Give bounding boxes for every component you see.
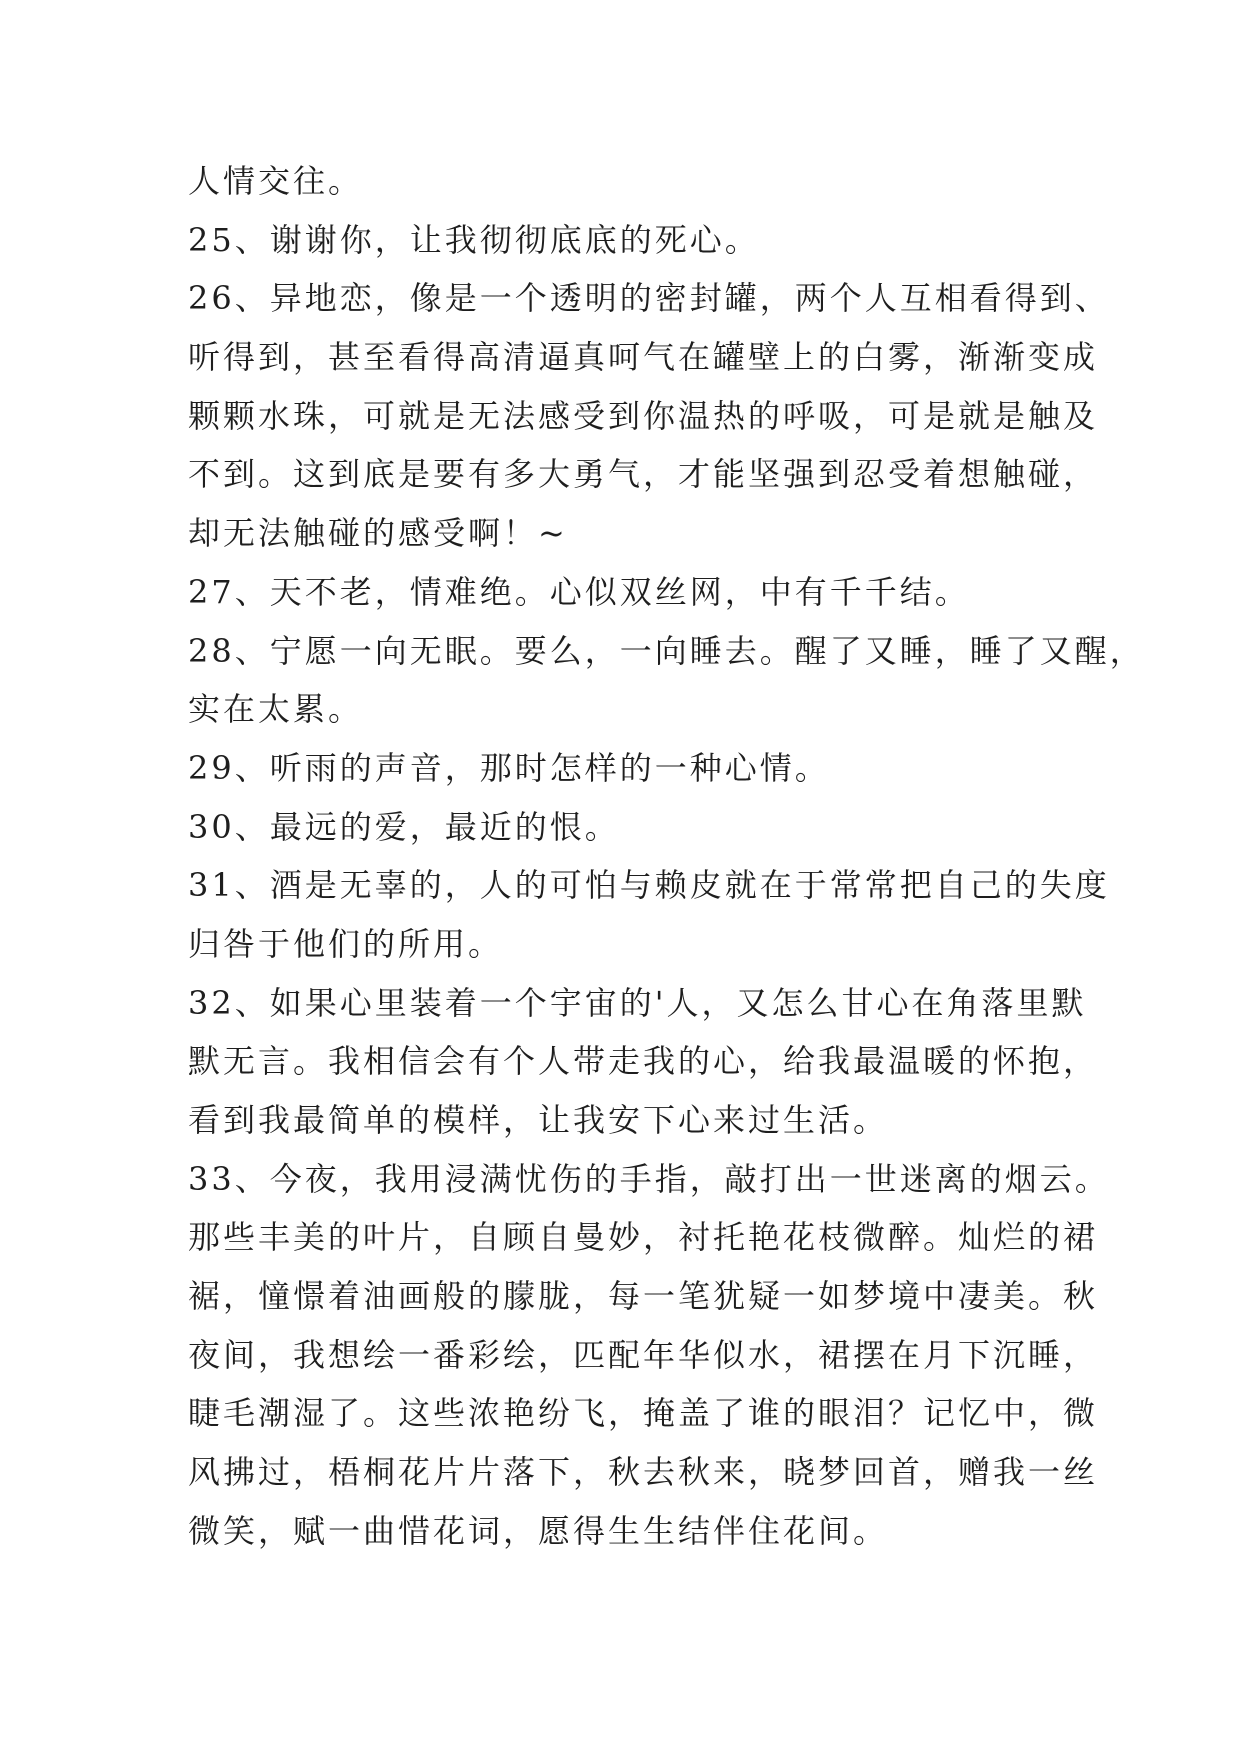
- text-line: 风拂过，梧桐花片片落下，秋去秋来，晓梦回首，赠我一丝: [188, 1453, 1099, 1492]
- text-line: 裾，憧憬着油画般的朦胧，每一笔犹疑一如梦境中凄美。秋: [188, 1277, 1099, 1316]
- text-line: 不到。这到底是要有多大勇气，才能坚强到忍受着想触碰，: [188, 455, 1099, 494]
- document-body: [188, 152, 1145, 1561]
- text-line: 睫毛潮湿了。这些浓艳纷飞，掩盖了谁的眼泪？记忆中，微: [188, 1394, 1099, 1433]
- text-line: 听得到，甚至看得高清逼真呵气在罐壁上的白雾，渐渐变成: [188, 338, 1099, 377]
- text-line: 29、听雨的声音，那时怎样的一种心情。: [188, 748, 830, 787]
- text-line: 看到我最简单的模样，让我安下心来过生活。: [188, 1101, 889, 1139]
- text-line: 32、如果心里装着一个宇宙的'人，又怎么甘心在角落里默: [188, 983, 1087, 1022]
- text-line: 人情交往。: [188, 162, 364, 200]
- text-line: 默无言。我相信会有个人带走我的心，给我最温暖的怀抱，: [188, 1042, 1099, 1081]
- text-line: 33、今夜，我用浸满忧伤的手指，敲打出一世迷离的烟云。: [188, 1159, 1110, 1198]
- text-line: 归咎于他们的所用。: [188, 924, 504, 963]
- text-line: 31、酒是无辜的，人的可怕与赖皮就在于常常把自己的失度: [188, 866, 1110, 905]
- text-line: 却无法触碰的感受啊！~: [188, 514, 568, 553]
- text-line: 那些丰美的叶片，自顾自曼妙，衬托艳花枝微醉。灿烂的裙: [188, 1218, 1099, 1257]
- text-line: 27、天不老，情难绝。心似双丝网，中有千千结。: [188, 572, 970, 611]
- text-line: 26、异地恋，像是一个透明的密封罐，两个人互相看得到、: [188, 279, 1110, 318]
- text-line: 28、宁愿一向无眠。要么，一向睡去。醒了又睡，睡了又醒，: [188, 631, 1145, 670]
- text-line: 微笑，赋一曲惜花词，愿得生生结伴住花间。: [188, 1511, 889, 1550]
- text-line: 实在太累。: [188, 690, 364, 729]
- text-line: 30、最远的爱，最近的恨。: [188, 807, 620, 846]
- text-line: 25、谢谢你，让我彻彻底底的死心。: [188, 220, 760, 259]
- text-line: 颗颗水珠，可就是无法感受到你温热的呼吸，可是就是触及: [188, 396, 1099, 435]
- text-line: 夜间，我想绘一番彩绘，匹配年华似水，裙摆在月下沉睡，: [188, 1335, 1099, 1374]
